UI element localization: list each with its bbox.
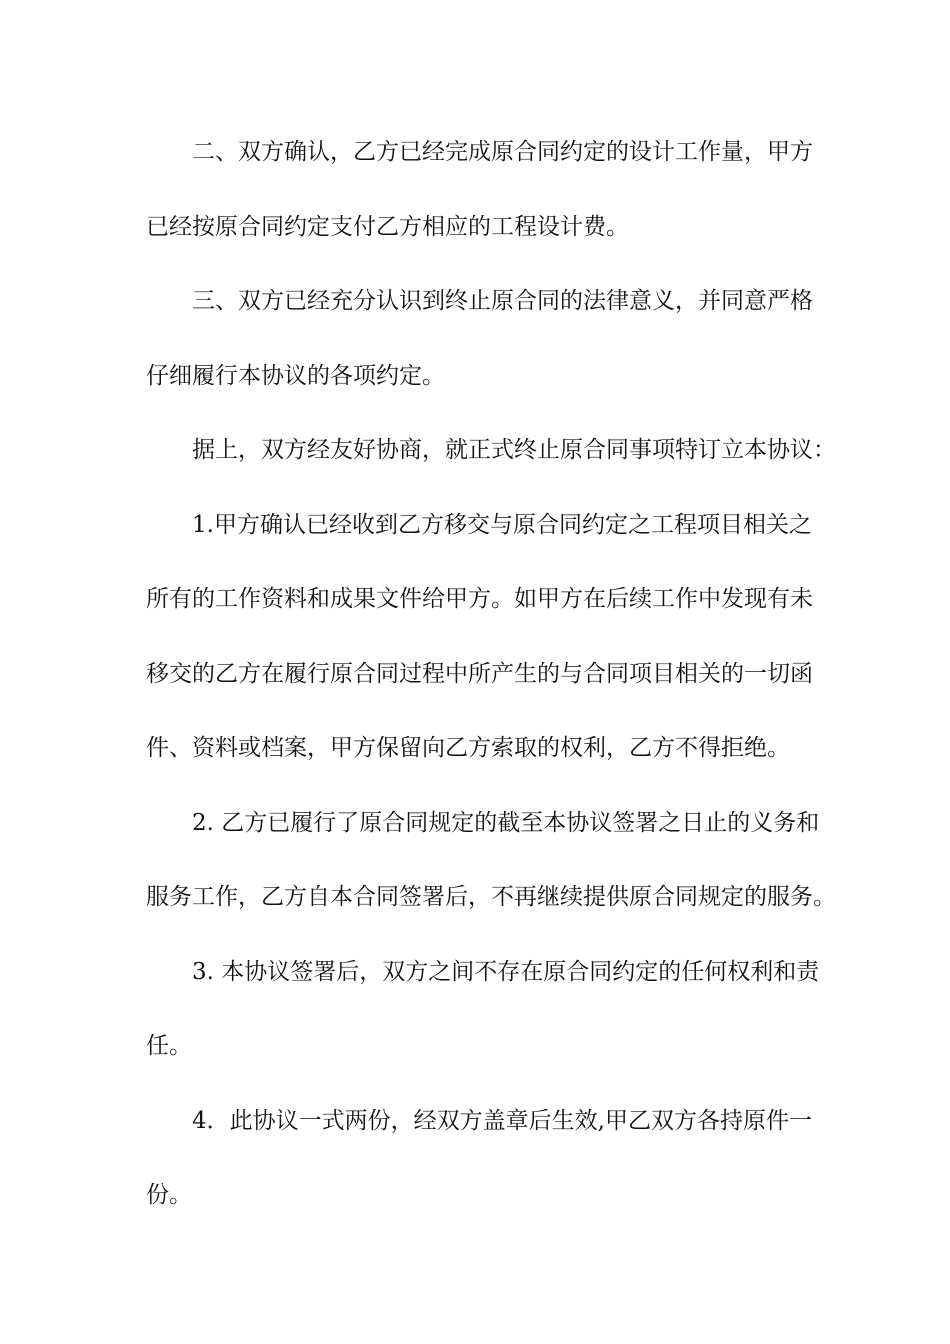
clause-2-line-1: 2. 乙方已履行了原合同规定的截至本协议签署之日止的义务和 xyxy=(192,809,820,836)
clause-3-line-1: 3. 本协议签署后，双方之间不存在原合同约定的任何权利和责 xyxy=(192,958,820,985)
paragraph-2-line-1: 二、双方确认，乙方已经完成原合同约定的设计工作量，甲方 xyxy=(192,139,813,165)
document-body xyxy=(146,128,836,1246)
clause-3-line-2: 任。 xyxy=(146,1033,192,1059)
clause-1-line-4: 件、资料或档案，甲方保留向乙方索取的权利，乙方不得拒绝。 xyxy=(146,735,790,761)
clause-2-line-2: 服务工作，乙方自本合同签署后，不再继续提供原合同规定的服务。 xyxy=(146,884,836,910)
paragraph-2-line-2: 已经按原合同约定支付乙方相应的工程设计费。 xyxy=(146,213,629,240)
clause-1-line-1: 1.甲方确认已经收到乙方移交与原合同约定之工程项目相关之 xyxy=(192,511,812,538)
clause-1-line-3: 移交的乙方在履行原合同过程中所产生的与合同项目相关的一切函 xyxy=(146,660,813,687)
paragraph-3-line-2: 仔细履行本协议的各项约定。 xyxy=(146,362,445,389)
clause-4-line-1: 4．此协议一式两份，经双方盖章后生效,甲乙双方各持原件一 xyxy=(192,1107,812,1134)
agreement-intro-line: 据上，双方经友好协商，就正式终止原合同事项特订立本协议： xyxy=(192,437,836,463)
paragraph-3-line-1: 三、双方已经充分认识到终止原合同的法律意义，并同意严格 xyxy=(192,288,813,314)
clause-1-line-2: 所有的工作资料和成果文件给甲方。如甲方在后续工作中发现有未 xyxy=(146,586,813,612)
clause-4-line-2: 份。 xyxy=(146,1182,192,1208)
